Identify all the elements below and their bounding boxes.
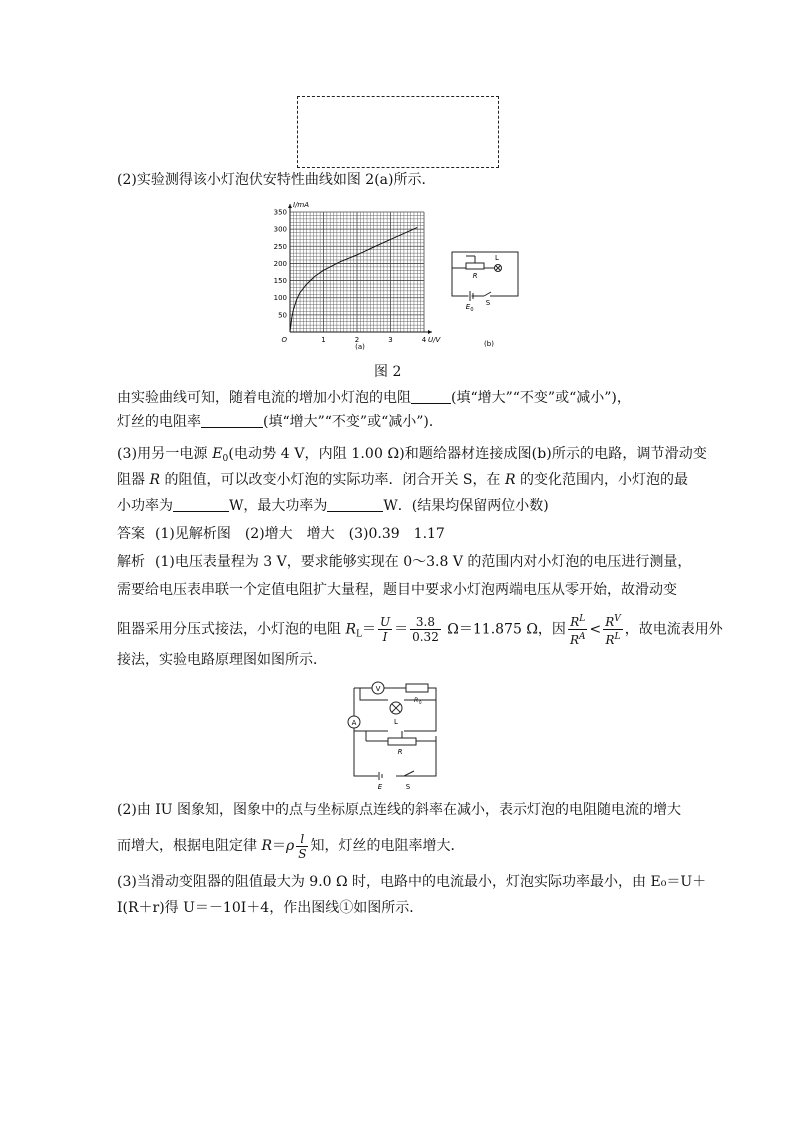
- measurement-circuit: [344, 676, 452, 794]
- q2-line1-a: 由实验曲线可知，随着电流的增加小灯泡的电阻: [117, 390, 411, 406]
- chart-grid: [290, 212, 424, 332]
- analysis-line1: 解析 (1)电压表量程为 3 V，要求能够实现在 0～3.8 V 的范围内对小灯泡的电压进行测量，: [117, 554, 692, 570]
- circuit-b-s-label: S: [485, 299, 491, 307]
- analysis-line2: 需要给电压表串联一个定值电阻扩大量程，题目中要求小灯泡两端电压从零开始，故滑动变: [117, 582, 677, 598]
- q3-line3: 小功率为 W，最大功率为 W．(结果均保留两位小数): [117, 498, 549, 514]
- figure-b-label: (b): [484, 340, 494, 348]
- circuit-b-l-label: L: [495, 254, 499, 262]
- q3-blank-2[interactable]: [327, 497, 383, 512]
- q2-line2: [117, 412, 443, 432]
- y-axis-label: I/mA: [293, 201, 310, 209]
- fixed-resistor-r0: [406, 684, 428, 692]
- p2-line1: (2)由 IU 图象知，图象中的点与坐标原点连线的斜率在减小，表示灯泡的电阻随电流的增大: [117, 802, 682, 818]
- answer-box-placeholder: [297, 96, 499, 168]
- q2-line1-b: (填“增大”“不变”或“减小”)，: [451, 390, 631, 406]
- y-tick-label: 200: [273, 259, 287, 268]
- y-tick-label: 250: [273, 242, 287, 251]
- p3-line1: (3)当滑动变阻器的阻值最大为 9.0 Ω 时，电路中的电流最小，灯泡实际功率最小，由 E₀＝U＋: [117, 874, 707, 890]
- q2-line2-a: 灯丝的电阻率: [117, 414, 201, 430]
- q2-blank-1[interactable]: [411, 389, 451, 404]
- battery-label: E: [377, 783, 383, 791]
- iu-chart: [262, 196, 452, 356]
- q2-line2-b: (填“增大”“不变”或“减小”)．: [263, 414, 443, 430]
- y-tick-label: 350: [273, 208, 287, 217]
- x-tick-label: 4: [421, 336, 427, 344]
- circuit-b-rheostat: [466, 263, 484, 269]
- figure-caption: 图 2: [374, 364, 402, 380]
- q3-blank-1[interactable]: [173, 497, 229, 512]
- switch-label: S: [405, 783, 411, 791]
- y-tick-label: 50: [278, 311, 287, 320]
- q3-line1: (3)用另一电源 $E_0$(电动势 4 V，内阻 1.00 Ω)和题给器材连接成图(b)所示的电路，调节滑动变: [117, 446, 707, 464]
- origin-label: O: [281, 336, 287, 344]
- rheostat-label: R: [397, 748, 403, 756]
- rheostat-symbol: [388, 738, 416, 745]
- r0-label: R: [414, 697, 419, 704]
- switch-symbol: [404, 771, 414, 776]
- circuit-b-r-label: R: [472, 272, 478, 280]
- r0-sub: 0: [419, 700, 422, 705]
- analysis-label: 解析: [117, 554, 145, 570]
- answer-text: (1)见解析图 (2)增大 增大 (3)0.39 1.17: [155, 526, 445, 542]
- y-tick-label: 150: [273, 277, 287, 286]
- p2-line2: 而增大，根据电阻定律 R＝ρ $\frac{l}{S}$ 知，灯丝的电阻率增大．: [117, 831, 465, 861]
- analysis-line4: 接法，实验电路原理图如图所示．: [117, 652, 327, 668]
- circuit-b-loop: [452, 252, 518, 296]
- figure-a-label: (a): [355, 343, 365, 351]
- part2-intro: (2)实验测得该小灯泡伏安特性曲线如图 2(a)所示．: [117, 172, 436, 188]
- x-tick-label: 1: [321, 336, 326, 344]
- ammeter-label: A: [351, 719, 357, 727]
- q3-line2: 阻器 R 的阻值，可以改变小灯泡的实际功率．闭合开关 S，在 R 的变化范围内，小灯泡的最: [117, 472, 688, 488]
- analysis-line3: 阻器采用分压式接法，小灯泡的电阻 $R_L=$ $\frac{U}{I}$ ＝ $\frac{3.8}{0.32}$ Ω＝11.875 Ω，因 $\frac{R^L}{R^A}$ < $\frac{R^V}{R^L}$ ，故电流表用外: [117, 614, 723, 647]
- x-tick-label: 2: [354, 336, 360, 344]
- q2-line1: [117, 388, 631, 408]
- answer-label: 答案: [117, 526, 145, 542]
- circuit-b-e-label: E: [465, 303, 471, 311]
- lamp-label: L: [394, 718, 398, 726]
- circuit-b-e-sub: 0: [470, 307, 474, 313]
- p3-line2: I(R＋r)得 U＝－10I＋4，作出图线①如图所示．: [117, 900, 424, 916]
- answer-line: [117, 524, 445, 544]
- x-tick-label: 3: [388, 336, 393, 344]
- y-axis-arrow: [288, 204, 292, 208]
- circuit-b: [446, 246, 526, 354]
- y-tick-label: 300: [273, 225, 287, 234]
- q2-blank-2[interactable]: [201, 413, 263, 428]
- x-axis-arrow: [428, 330, 432, 334]
- x-axis-label: U/V: [428, 336, 441, 344]
- voltmeter-label: V: [375, 685, 381, 693]
- y-tick-label: 100: [273, 294, 287, 303]
